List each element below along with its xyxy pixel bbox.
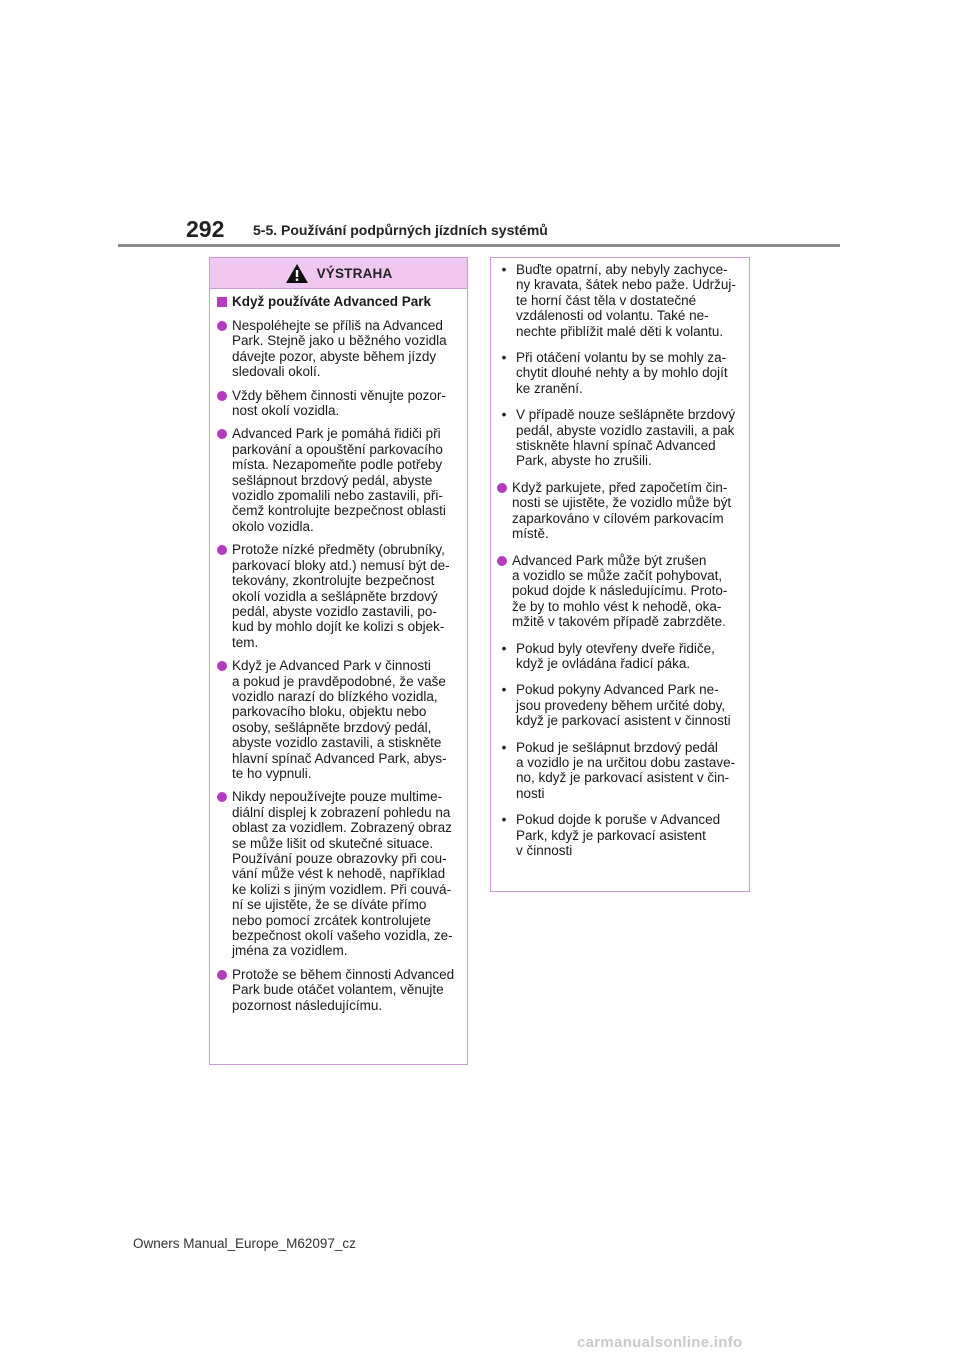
bullet-marker: • bbox=[501, 350, 507, 366]
circle-bullet-icon bbox=[217, 545, 227, 555]
bullet-marker: • bbox=[501, 739, 507, 755]
circle-bullet-icon bbox=[217, 792, 227, 802]
list-item-text: Nespoléhejte se příliš na Advanced Park. Stejně jako u běžného vozidla dávejte pozor, abyste během jízdy sledovali okolí. bbox=[232, 318, 447, 380]
bullet-marker: • bbox=[501, 407, 507, 423]
bullet-marker: • bbox=[501, 640, 507, 656]
page-number: 292 bbox=[186, 216, 225, 242]
list-item-text: Buďte opatrní, aby nebyly zachyce- ny kravata, šátek nebo paže. Udržuj- te horní část těla v dostatečné vzdálenosti od volantu. Také ne- nechte přiblížit malé děti k volantu. bbox=[516, 262, 736, 339]
list-item bbox=[495, 641, 745, 672]
list-item bbox=[495, 480, 745, 542]
list-item bbox=[215, 542, 463, 650]
list-item bbox=[495, 350, 745, 396]
circle-bullet-icon bbox=[217, 391, 227, 401]
bullet-marker: • bbox=[501, 682, 507, 698]
list-item bbox=[495, 682, 745, 728]
footer-text: Owners Manual_Europe_M62097_cz bbox=[133, 1236, 356, 1251]
list-item bbox=[495, 553, 745, 630]
list-item bbox=[215, 388, 463, 419]
list-item-text: Vždy během činnosti věnujte pozor- nost okolí vozidla. bbox=[232, 387, 446, 419]
circle-bullet-icon bbox=[497, 556, 507, 566]
circle-bullet-icon bbox=[217, 321, 227, 331]
list-item bbox=[495, 812, 745, 858]
list-item bbox=[215, 658, 463, 781]
list-item bbox=[215, 789, 463, 958]
list-item bbox=[495, 740, 745, 802]
circle-bullet-icon bbox=[497, 483, 507, 493]
section-title: 5-5. Používání podpůrných jízdních systémů bbox=[253, 222, 548, 238]
list-item bbox=[215, 426, 463, 534]
list-item bbox=[215, 318, 463, 380]
list-item-text: Při otáčení volantu by se mohly za- chytit dlouhé nehty a by mohlo dojít ke zranění. bbox=[516, 350, 728, 396]
warning-triangle-icon bbox=[285, 263, 309, 284]
warning-box bbox=[209, 257, 468, 1065]
continuation-box bbox=[490, 257, 750, 892]
warning-subheading-text: Když používáte Advanced Park bbox=[232, 294, 432, 309]
list-item-text: Pokud je sešlápnut brzdový pedál a vozidlo je na určitou dobu zastave- no, když je parkovací asistent v čin- nosti bbox=[516, 739, 736, 801]
list-item-text: Pokud pokyny Advanced Park ne- jsou provedeny během určité doby, když je parkovací asistent v činnosti bbox=[516, 682, 731, 729]
list-item-text: V případě nouze sešlápněte brzdový pedál, abyste vozidlo zastavili, a pak stiskněte hlavní spínač Advanced Park, abyste ho zrušili. bbox=[516, 407, 736, 469]
warning-list bbox=[215, 318, 463, 1013]
warning-subheading bbox=[215, 294, 463, 310]
header-divider bbox=[118, 244, 840, 247]
list-item-text: Pokud dojde k poruše v Advanced Park, když je parkovací asistent v činnosti bbox=[516, 812, 721, 858]
circle-bullet-icon bbox=[217, 661, 227, 671]
list-item-text: Když parkujete, před započetím čin- nosti se ujistěte, že vozidlo může být zaparkováno v cílovém parkovacím místě. bbox=[512, 479, 732, 542]
list-item bbox=[215, 967, 463, 1013]
list-item-text: Pokud byly otevřeny dveře řidiče, když je ovládána řadicí páka. bbox=[516, 640, 715, 671]
bullet-marker: • bbox=[501, 262, 507, 277]
list-item-text: Protože se během činnosti Advanced Park bude otáčet volantem, věnujte pozornost následujícímu. bbox=[232, 966, 455, 1013]
warning-body bbox=[210, 289, 467, 1013]
list-item-text: Advanced Park může být zrušen a vozidlo se může začít pohybovat, pokud dojde k následujícímu. Proto- že by to mohlo vést k nehodě, oka- mžitě v takovém případě zabrzděte. bbox=[512, 552, 728, 630]
bullet-marker: • bbox=[501, 812, 507, 828]
circle-bullet-icon bbox=[217, 970, 227, 980]
circle-bullet-icon bbox=[217, 429, 227, 439]
warning-title: VÝSTRAHA bbox=[316, 265, 393, 281]
list-item-text: Nikdy nepoužívejte pouze multime- diální displej k zobrazení pohledu na oblast za vozidlem. Zobrazený obraz se může lišit od skutečné situace. Používání pouze obrazovky při cou- vání může vést k nehodě, například ke kolizi s jiným vozidlem. Při couvá- ní se ujistěte, že se díváte přímo nebo pomocí zrcátek kontrolujete bezpečnost okolí vašeho vozidla, ze- jména za vozidlem. bbox=[232, 789, 453, 959]
square-bullet-icon bbox=[217, 297, 227, 307]
list-item-text: Advanced Park je pomáhá řidiči při parkování a opouštění parkovacího místa. Nezapomeňte podle potřeby sešlápnout brzdový pedál, abyste vozidlo zpomalili nebo zastavili, při- čemž kontrolujte bezpečnost oblasti okolo vozidla. bbox=[232, 426, 446, 534]
continuation-list bbox=[495, 262, 745, 858]
warning-header bbox=[210, 258, 467, 289]
list-item bbox=[495, 262, 745, 339]
list-item bbox=[495, 407, 745, 469]
list-item-text: Když je Advanced Park v činnosti a pokud je pravděpodobné, že vaše vozidlo narazí do blízkého vozidla, parkovacího bloku, objektu nebo osoby, sešlápněte brzdový pedál, abyste vozidlo zastavili, a stiskněte hlavní spínač Advanced Park, abys- te ho vypnuli. bbox=[232, 658, 447, 781]
list-item-text: Protože nízké předměty (obrubníky, parkovací bloky atd.) nemusí být de- tekovány, zkontrolujte bezpečnost okolí vozidla a sešlápněte brzdový pedál, abyste vozidlo zastavili, po- kud by mohlo dojít ke kolizi s objek- tem. bbox=[232, 542, 450, 650]
watermark: carmanualsonline.info bbox=[577, 1334, 743, 1351]
